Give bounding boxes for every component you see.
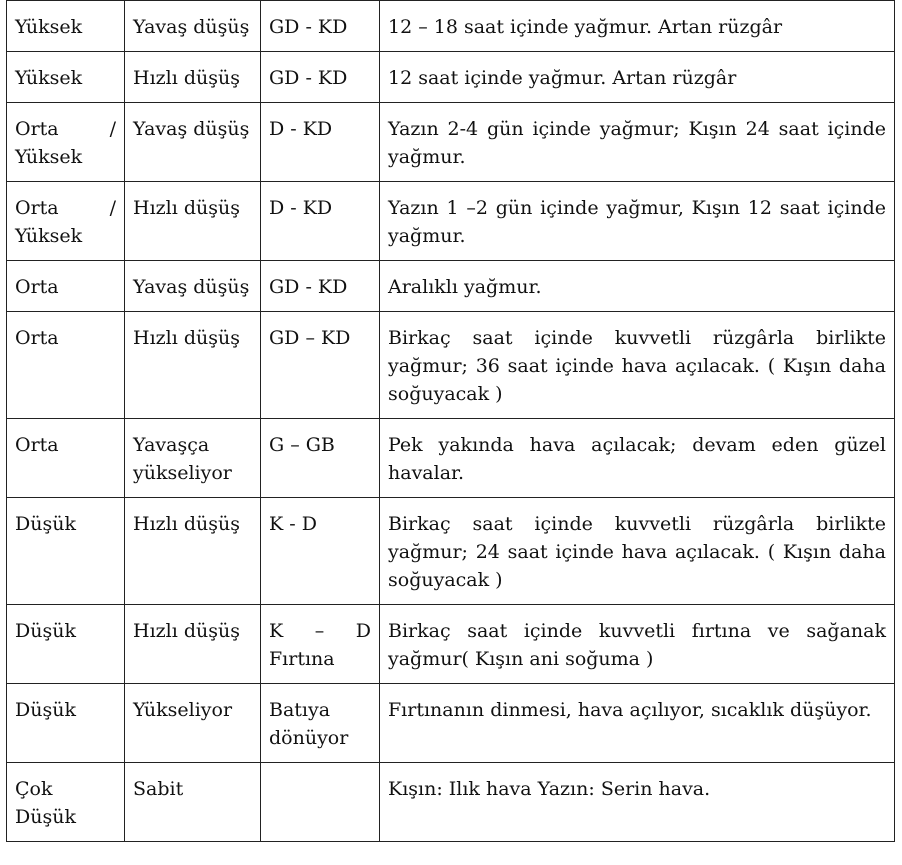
wind-cell: K – D Fırtına [261, 605, 380, 684]
wind-cell: GD - KD [261, 52, 380, 103]
table-row [7, 52, 895, 103]
trend-cell: Yavaş düşüş [125, 1, 261, 52]
trend-cell: Yavaş düşüş [125, 103, 261, 182]
forecast-cell: Kışın: Ilık hava Yazın: Serin hava. [380, 763, 895, 842]
table-row [7, 182, 895, 261]
wind-cell: GD - KD [261, 261, 380, 312]
pressure-cell: Orta [7, 419, 125, 498]
trend-cell: Hızlı düşüş [125, 52, 261, 103]
trend-cell: Yavaşça yükseliyor [125, 419, 261, 498]
pressure-cell: Orta / Yüksek [7, 103, 125, 182]
table-body [7, 1, 895, 842]
trend-cell: Hızlı düşüş [125, 312, 261, 419]
wind-cell: G – GB [261, 419, 380, 498]
pressure-cell: Orta [7, 312, 125, 419]
wind-cell: GD - KD [261, 1, 380, 52]
trend-cell: Yavaş düşüş [125, 261, 261, 312]
forecast-cell: 12 – 18 saat içinde yağmur. Artan rüzgâr [380, 1, 895, 52]
table-row [7, 419, 895, 498]
forecast-cell: Yazın 2-4 gün içinde yağmur; Kışın 24 saat içinde yağmur. [380, 103, 895, 182]
pressure-cell: Çok Düşük [7, 763, 125, 842]
forecast-cell: Aralıklı yağmur. [380, 261, 895, 312]
forecast-cell: Birkaç saat içinde kuvvetli fırtına ve sağanak yağmur( Kışın ani soğuma ) [380, 605, 895, 684]
wind-cell: Batıya dönüyor [261, 684, 380, 763]
table-row [7, 261, 895, 312]
trend-cell: Hızlı düşüş [125, 182, 261, 261]
pressure-cell: Yüksek [7, 52, 125, 103]
wind-cell: D - KD [261, 103, 380, 182]
table-row [7, 684, 895, 763]
table-row [7, 312, 895, 419]
table-row [7, 1, 895, 52]
weather-forecast-table [6, 0, 895, 842]
table-row [7, 103, 895, 182]
trend-cell: Hızlı düşüş [125, 605, 261, 684]
wind-cell: D - KD [261, 182, 380, 261]
trend-cell: Sabit [125, 763, 261, 842]
table-row [7, 605, 895, 684]
forecast-cell: Birkaç saat içinde kuvvetli rüzgârla birlikte yağmur; 36 saat içinde hava açılacak. ( Kışın daha soğuyacak ) [380, 312, 895, 419]
pressure-cell: Düşük [7, 684, 125, 763]
table-row [7, 498, 895, 605]
wind-cell: K - D [261, 498, 380, 605]
wind-cell [261, 763, 380, 842]
trend-cell: Hızlı düşüş [125, 498, 261, 605]
wind-cell: GD – KD [261, 312, 380, 419]
forecast-cell: Yazın 1 –2 gün içinde yağmur, Kışın 12 saat içinde yağmur. [380, 182, 895, 261]
pressure-cell: Düşük [7, 498, 125, 605]
forecast-cell: Fırtınanın dinmesi, hava açılıyor, sıcaklık düşüyor. [380, 684, 895, 763]
forecast-cell: Pek yakında hava açılacak; devam eden güzel havalar. [380, 419, 895, 498]
forecast-cell: 12 saat içinde yağmur. Artan rüzgâr [380, 52, 895, 103]
trend-cell: Yükseliyor [125, 684, 261, 763]
pressure-cell: Orta / Yüksek [7, 182, 125, 261]
pressure-cell: Düşük [7, 605, 125, 684]
pressure-cell: Yüksek [7, 1, 125, 52]
forecast-cell: Birkaç saat içinde kuvvetli rüzgârla birlikte yağmur; 24 saat içinde hava açılacak. ( Kışın daha soğuyacak ) [380, 498, 895, 605]
table-row [7, 763, 895, 842]
pressure-cell: Orta [7, 261, 125, 312]
